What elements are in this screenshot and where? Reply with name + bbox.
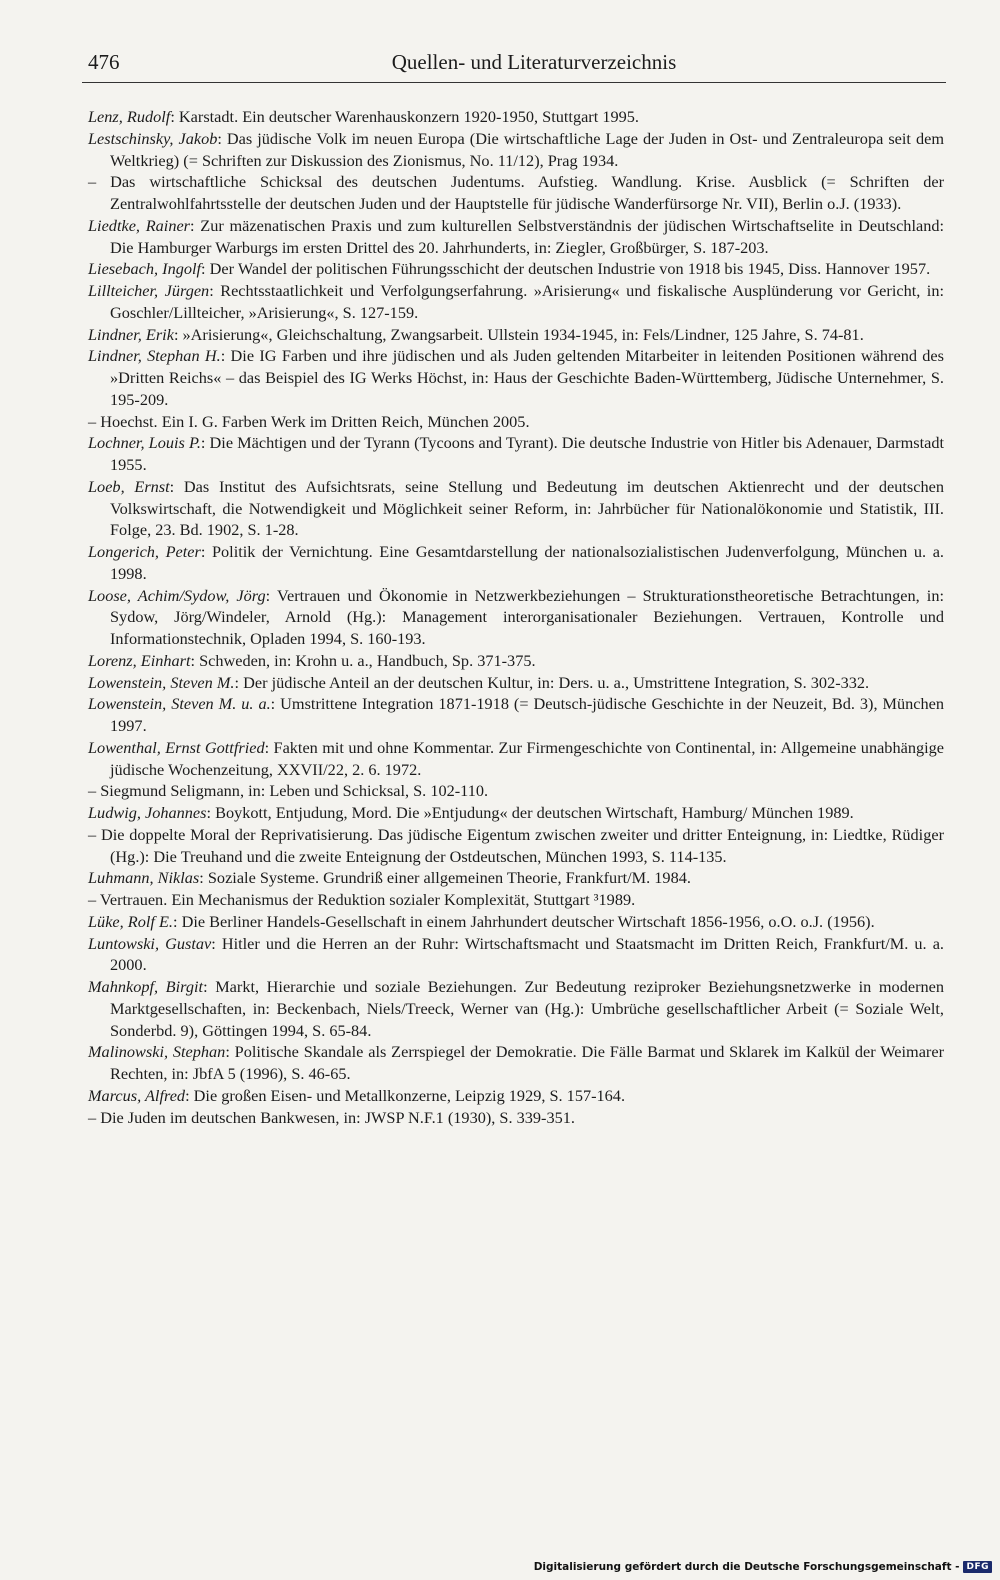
entry-text: : Politik der Vernichtung. Eine Gesamtdarstellung der nationalsozialistischen Judenverfolgung, München u. a. 1998.	[110, 542, 945, 583]
bibliography-entry	[88, 324, 944, 346]
entry-text: – Siegmund Seligmann, in: Leben und Schicksal, S. 102-110.	[88, 781, 489, 801]
entry-text: : Fakten mit und ohne Kommentar. Zur Firmengeschichte von Continental, in: Allgemeine unabhängige jüdische Wochenzeitung, XXVII/22, 2. 6. 1972.	[110, 737, 944, 779]
entry-author: Luhmann, Niklas	[88, 868, 200, 888]
entry-author: Lowenstein, Steven M.	[88, 672, 235, 692]
entry-text: : Die IG Farben und ihre jüdischen und als Juden geltenden Mitarbeiter in leitenden Positionen während des »Dritten Reichs« – das Beispiel des IG Werks Höchst, in: Haus der Geschichte Baden-Württemberg, Jüdische Unternehmer, S. 195-209.	[110, 346, 944, 409]
entry-author: Lenz, Rudolf	[88, 107, 171, 126]
running-head: Quellen- und Literaturverzeichnis	[391, 50, 677, 74]
bibliography-entry	[88, 476, 944, 541]
footer-credit-text: Digitalisierung gefördert durch die Deutsche Forschungsgemeinschaft -	[533, 1561, 960, 1573]
entry-author: Ludwig, Johannes	[88, 803, 207, 822]
bibliography-entry	[88, 215, 944, 259]
bibliography-list	[88, 106, 944, 1128]
entry-author: Marcus, Alfred	[88, 1085, 186, 1105]
entry-text: – Hoechst. Ein I. G. Farben Werk im Dritten Reich, München 2005.	[88, 411, 530, 431]
bibliography-entry	[88, 780, 944, 802]
bibliography-entry	[88, 1085, 944, 1107]
page-number: 476	[88, 50, 120, 74]
bibliography-entry	[88, 171, 944, 215]
entry-author: Malinowski, Stephan	[88, 1042, 226, 1062]
bibliography-entry	[88, 585, 944, 650]
entry-author: Lowenthal, Ernst Gottfried	[88, 737, 265, 757]
bibliography-entry	[88, 258, 944, 280]
bibliography-entry	[88, 1041, 944, 1085]
bibliography-entry	[88, 976, 944, 1041]
entry-author: Liedtke, Rainer	[88, 215, 191, 235]
entry-author: Loeb, Ernst	[88, 476, 170, 496]
entry-text: – Die Juden im deutschen Bankwesen, in: JWSP N.F.1 (1930), S. 339-351.	[88, 1107, 575, 1127]
entry-author: Luntowski, Gustav	[88, 933, 212, 953]
footer-credit	[534, 1558, 992, 1576]
entry-author: Lindner, Erik	[88, 324, 174, 344]
entry-text: : Karstadt. Ein deutscher Warenhauskonzern 1920-1950, Stuttgart 1995.	[170, 107, 639, 126]
entry-text: : Umstrittene Integration 1871-1918 (= Deutsch-jüdische Geschichte in der Neuzeit, Bd. 3), München 1997.	[110, 694, 945, 735]
bibliography-entry	[88, 541, 944, 585]
bibliography-entry	[88, 650, 944, 672]
entry-author: Lorenz, Einhart	[88, 650, 191, 670]
entry-text: : Soziale Systeme. Grundriß einer allgemeinen Theorie, Frankfurt/M. 1984.	[199, 868, 691, 888]
bibliography-entry	[88, 432, 944, 476]
entry-author: Liesebach, Ingolf	[88, 259, 202, 279]
entry-author: Lindner, Stephan H.	[88, 346, 221, 366]
bibliography-entry	[88, 106, 944, 128]
entry-text: : Hitler und die Herren an der Ruhr: Wirtschaftsmacht und Staatsmacht im Dritten Reich, Frankfurt/M. u. a. 2000.	[110, 933, 944, 975]
entry-text: – Das wirtschaftliche Schicksal des deutschen Judentums. Aufstieg. Wandlung. Krise. Ausblick (= Schriften der Zentralwohlfahrtsstelle der deutschen Juden und der Hauptstelle für jüdische Wanderfürsorge Nr. VII), Berlin o.J. (1933).	[88, 172, 944, 213]
entry-text: : Markt, Hierarchie und soziale Beziehungen. Zur Bedeutung reziproker Beziehungsnetzwerke in modernen Marktgesellschaften, in: Beckenbach, Niels/Treeck, Werner van (Hg.): Umbrüche gesellschaftlicher Arbeit (= Soziale Welt, Sonderbd. 9), Göttingen 1994, S. 65-84.	[110, 977, 944, 1040]
entry-text: – Die doppelte Moral der Reprivatisierung. Das jüdische Eigentum zwischen zweiter und dritter Enteignung, in: Liedtke, Rüdiger (Hg.): Die Treuhand und die zweite Enteignung der Ostdeutschen, München 1993, S. 114-135.	[88, 824, 944, 866]
bibliography-entry	[88, 345, 944, 410]
entry-text: : Zur mäzenatischen Praxis und zum kulturellen Selbstverständnis der jüdischen Wirtschaftselite in Deutschland: Die Hamburger Warburgs im ersten Drittel des 20. Jahrhunderts, in: Ziegler, Großbürger, S. 187-203.	[110, 215, 945, 257]
entry-author: Lillteicher, Jürgen	[88, 281, 210, 300]
bibliography-entry	[88, 933, 944, 977]
entry-text: : Schweden, in: Krohn u. a., Handbuch, Sp. 371-375.	[190, 650, 536, 670]
bibliography-entry	[88, 737, 944, 781]
bibliography-entry	[88, 911, 944, 933]
entry-author: Longerich, Peter	[88, 542, 201, 561]
entry-author: Loose, Achim/Sydow, Jörg	[88, 585, 266, 605]
entry-text: : Politische Skandale als Zerrspiegel der Demokratie. Die Fälle Barmat und Sklarek im Kalkül der Weimarer Rechten, in: JbfA 5 (1996), S. 46-65.	[110, 1042, 944, 1083]
page-header	[82, 48, 946, 83]
bibliography-entry	[88, 889, 944, 911]
bibliography-entry	[88, 867, 944, 889]
entry-text: : Der Wandel der politischen Führungsschicht der deutschen Industrie von 1918 bis 1945, Diss. Hannover 1957.	[201, 259, 931, 279]
entry-text: : Das jüdische Volk im neuen Europa (Die wirtschaftliche Lage der Juden in Ost- und Zentraleuropa seit dem Weltkrieg) (= Schriften zur Diskussion des Zionismus, No. 11/12), Prag 1934.	[110, 128, 944, 170]
bibliography-entry	[88, 802, 944, 824]
entry-text: : Die großen Eisen- und Metallkonzerne, Leipzig 1929, S. 157-164.	[185, 1085, 626, 1105]
entry-author: Lüke, Rolf E.	[88, 911, 174, 931]
entry-text: – Vertrauen. Ein Mechanismus der Reduktion sozialer Komplexität, Stuttgart ³1989.	[88, 890, 636, 909]
entry-author: Lestschinsky, Jakob	[88, 128, 218, 148]
bibliography-entry	[88, 824, 944, 868]
bibliography-entry	[88, 128, 944, 172]
bibliography-entry	[88, 693, 944, 737]
entry-text: : »Arisierung«, Gleichschaltung, Zwangsarbeit. Ullstein 1934-1945, in: Fels/Lindner, 125 Jahre, S. 74-81.	[173, 324, 864, 344]
dfg-logo: DFG	[963, 1561, 992, 1573]
entry-text: : Vertrauen und Ökonomie in Netzwerkbeziehungen – Strukturationstheoretische Betrachtungen, in: Sydow, Jörg/Windeler, Arnold (Hg.): Management interorganisationaler Beziehungen. Vertrauen, Kontrolle und Informationstechnik, Opladen 1994, S. 160-193.	[110, 585, 944, 648]
entry-text: : Die Berliner Handels-Gesellschaft in einem Jahrhundert deutscher Wirtschaft 1856-1956, o.O. o.J. (1956).	[173, 911, 875, 931]
bibliography-entry	[88, 411, 944, 433]
entry-text: : Der jüdische Anteil an der deutschen Kultur, in: Ders. u. a., Umstrittene Integration, S. 302-332.	[234, 672, 870, 692]
entry-author: Lochner, Louis P.	[88, 433, 201, 453]
entry-text: : Rechtsstaatlichkeit und Verfolgungserfahrung. »Arisierung« und fiskalische Ausplünderung vor Gericht, in: Goschler/Lillteicher, »Arisierung«, S. 127-159.	[110, 281, 944, 322]
bibliography-entry	[88, 1107, 944, 1129]
bibliography-entry	[88, 280, 944, 324]
entry-text: : Das Institut des Aufsichtsrats, seine Stellung und Bedeutung im deutschen Aktienrecht und der deutschen Volkswirtschaft, die Notwendigkeit und Möglichkeit seiner Reform, in: Jahrbücher für Nationalökonomie und Statistik, III. Folge, 23. Bd. 1902, S. 1-28.	[110, 476, 944, 540]
entry-text: : Boykott, Entjudung, Mord. Die »Entjudung« der deutschen Wirtschaft, Hamburg/ München 1989.	[206, 803, 854, 822]
bibliography-entry	[88, 672, 944, 694]
entry-author: Mahnkopf, Birgit	[88, 977, 204, 996]
entry-text: : Die Mächtigen und der Tyrann (Tycoons and Tyrant). Die deutsche Industrie von Hitler bis Adenauer, Darmstadt 1955.	[110, 433, 944, 474]
entry-author: Lowenstein, Steven M. u. a.	[88, 694, 271, 714]
